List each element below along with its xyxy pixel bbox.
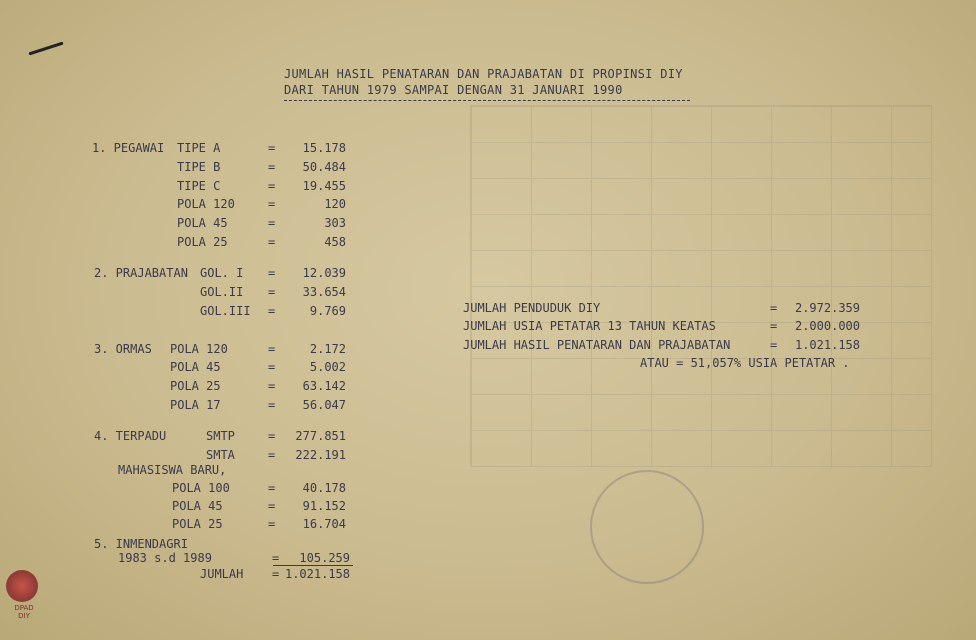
equals-sign: = <box>272 567 280 581</box>
row-label: POLA 25 <box>170 379 221 393</box>
summary-label: JUMLAH PENDUDUK DIY <box>463 301 601 315</box>
equals-sign: = <box>268 448 276 462</box>
row-label: POLA 45 <box>170 360 221 374</box>
equals-sign: = <box>770 319 778 333</box>
title-dashed-rule <box>284 100 690 101</box>
row-value: 458 <box>324 235 346 249</box>
row-value: 9.769 <box>309 304 346 318</box>
row-value: 105.259 <box>299 551 350 565</box>
row-value: 16.704 <box>302 517 346 531</box>
row-label: GOL. I <box>200 266 244 280</box>
summary-value: 1.021.158 <box>794 338 860 352</box>
document-title <box>284 66 690 101</box>
section-ormas-label: 3. ORMAS <box>94 342 152 356</box>
equals-sign: = <box>268 360 276 374</box>
faded-table-bleed-through <box>470 105 932 467</box>
archive-logo-text <box>7 604 41 620</box>
row-value: 50.484 <box>302 160 346 174</box>
section-pegawai-label: 1. PEGAWAI <box>92 141 165 155</box>
row-value: 5.002 <box>309 360 346 374</box>
equals-sign: = <box>268 499 276 513</box>
equals-sign: = <box>268 179 276 193</box>
row-value: 303 <box>324 216 346 230</box>
summary-label: JUMLAH USIA PETATAR 13 TAHUN KEATAS <box>463 319 716 333</box>
row-label: POLA 45 <box>172 499 223 513</box>
equals-sign: = <box>268 517 276 531</box>
row-label: POLA 25 <box>177 235 228 249</box>
row-label: GOL.III <box>200 304 251 318</box>
row-label: POLA 45 <box>177 216 228 230</box>
summary-label: JUMLAH HASIL PENATARAN DAN PRAJABATAN <box>463 338 731 352</box>
section-prajabatan-label: 2. PRAJABATAN <box>94 266 188 280</box>
equals-sign: = <box>268 429 276 443</box>
row-label: POLA 100 <box>172 481 230 495</box>
equals-sign: = <box>268 197 276 211</box>
logo-line-2: DIY <box>18 612 30 620</box>
section-terpadu-label: 4. TERPADU <box>94 429 167 443</box>
equals-sign: = <box>268 342 276 356</box>
archive-logo-icon <box>6 570 38 602</box>
title-line-1: JUMLAH HASIL PENATARAN DAN PRAJABATAN DI PROPINSI DIY <box>284 67 683 81</box>
equals-sign: = <box>268 266 276 280</box>
equals-sign: = <box>268 141 276 155</box>
faded-stamp <box>590 470 704 584</box>
row-value: 12.039 <box>302 266 346 280</box>
summary-value: 2.000.000 <box>794 319 860 333</box>
equals-sign: = <box>770 301 778 315</box>
row-value: 15.178 <box>302 141 346 155</box>
row-label: SMTA <box>206 448 235 462</box>
summary-value: 2.972.359 <box>794 301 860 315</box>
pen-mark <box>28 42 63 56</box>
row-label: SMTP <box>206 429 235 443</box>
row-value: 33.654 <box>302 285 346 299</box>
row-value: 2.172 <box>309 342 346 356</box>
row-value: 56.047 <box>302 398 346 412</box>
inmendagri-period: 1983 s.d 1989 <box>118 551 212 565</box>
row-label: TIPE C <box>177 179 221 193</box>
equals-sign: = <box>268 398 276 412</box>
row-value: 19.455 <box>302 179 346 193</box>
logo-line-1: DPAD <box>14 604 34 612</box>
equals-sign: = <box>268 216 276 230</box>
row-value: 63.142 <box>302 379 346 393</box>
row-label: TIPE A <box>177 141 221 155</box>
row-label: POLA 17 <box>170 398 221 412</box>
row-value: 91.152 <box>302 499 346 513</box>
equals-sign: = <box>268 379 276 393</box>
total-value: 1.021.158 <box>284 567 350 581</box>
row-label: TIPE B <box>177 160 221 174</box>
section-inmendagri-label: 5. INMENDAGRI <box>94 537 188 551</box>
equals-sign: = <box>268 160 276 174</box>
row-value: 222.191 <box>295 448 346 462</box>
row-value: 40.178 <box>302 481 346 495</box>
row-label: POLA 25 <box>172 517 223 531</box>
equals-sign: = <box>268 285 276 299</box>
mahasiswa-baru-label: MAHASISWA BARU, <box>118 463 227 477</box>
equals-sign: = <box>268 481 276 495</box>
equals-sign: = <box>268 235 276 249</box>
row-value: 120 <box>324 197 346 211</box>
row-label: POLA 120 <box>177 197 235 211</box>
equals-sign: = <box>770 338 778 352</box>
title-line-2: DARI TAHUN 1979 SAMPAI DENGAN 31 JANUARI 1990 <box>284 83 623 97</box>
row-label: GOL.II <box>200 285 244 299</box>
total-label: JUMLAH <box>200 567 244 581</box>
equals-sign: = <box>268 304 276 318</box>
row-value: 277.851 <box>295 429 346 443</box>
summary-percentage-note: ATAU = 51,057% USIA PETATAR . <box>640 356 850 370</box>
row-label: POLA 120 <box>170 342 228 356</box>
equals-sign: = <box>272 551 280 565</box>
